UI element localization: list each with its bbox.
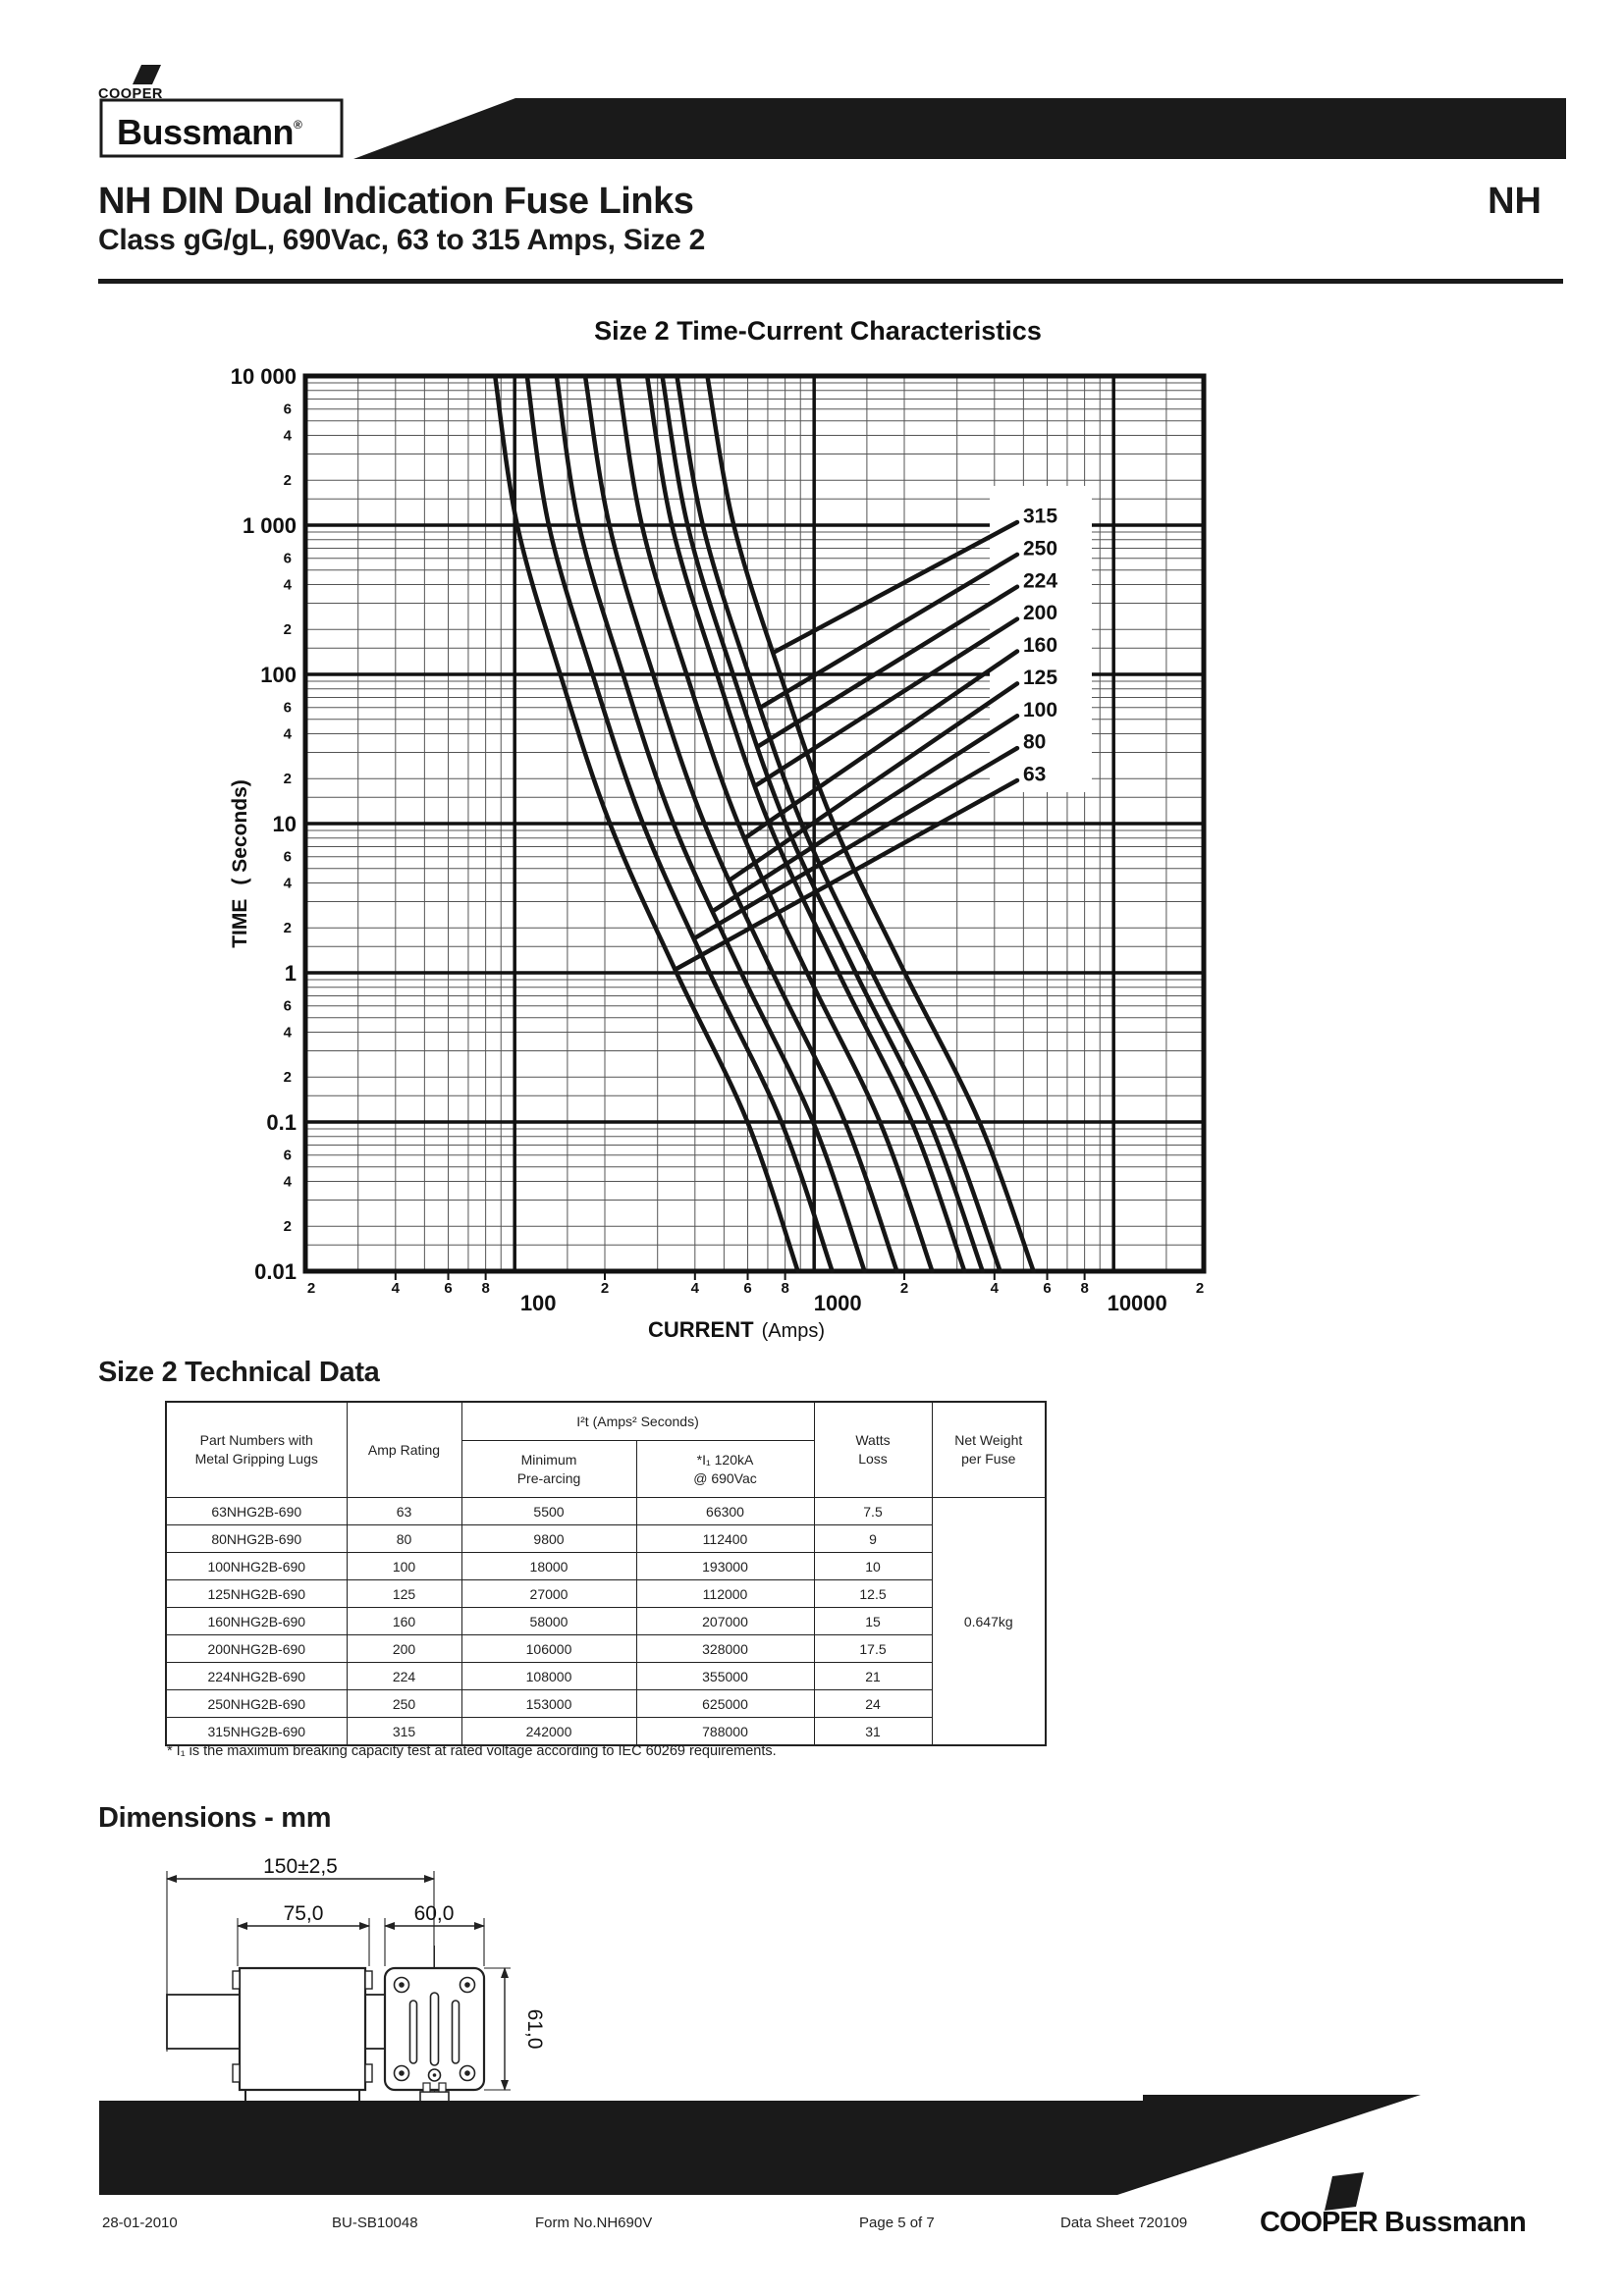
y-minor-label: 4: [283, 1173, 292, 1191]
y-minor-label: 6: [283, 400, 292, 418]
table-cell: 15: [814, 1608, 932, 1635]
y-minor-label: 6: [283, 1147, 292, 1164]
table-body: [166, 1498, 1046, 1746]
net-weight-cell: 0.647kg: [932, 1498, 1046, 1746]
table-cell: 112000: [636, 1580, 814, 1608]
footer-brand-bussmann: Bussmann: [1384, 2207, 1527, 2238]
col-i1-l2: @ 690Vac: [693, 1469, 757, 1486]
table-cell: 9800: [461, 1525, 636, 1553]
x-tick-label: 6: [743, 1280, 752, 1297]
x-tick-label: 6: [444, 1280, 453, 1297]
table-cell: 7.5: [814, 1498, 932, 1525]
table-cell: 5500: [461, 1498, 636, 1525]
table-cell: 106000: [461, 1635, 636, 1663]
footer-page-number: Page 5 of 7: [859, 2215, 935, 2231]
cooper-leaf-icon: [133, 65, 161, 84]
y-decade-label: 1 000: [242, 513, 297, 538]
table-row: [166, 1608, 1046, 1635]
curve-label-200: 200: [1023, 602, 1058, 625]
y-minor-label: 6: [283, 997, 292, 1015]
fuse-end-view: [385, 1902, 546, 2102]
x-decade-label: 100: [519, 1291, 557, 1315]
curve-label-160: 160: [1023, 634, 1058, 657]
footer-logo: [1247, 2155, 1571, 2248]
curve-label-100: 100: [1023, 698, 1058, 721]
footer-date: 28-01-2010: [102, 2215, 178, 2231]
y-axis-title: TIME( Seconds): [229, 779, 251, 948]
x-edge-label: 2: [1195, 1280, 1205, 1297]
col-amp-rating: Amp Rating: [347, 1402, 461, 1498]
col-i1-120ka: [636, 1441, 814, 1498]
callout-line-160: [745, 652, 1017, 838]
table-cell: 224: [347, 1663, 461, 1690]
table-cell: 224NHG2B-690: [166, 1663, 347, 1690]
dimensions-heading: Dimensions - mm: [98, 1802, 332, 1834]
curve-label-224: 224: [1023, 569, 1058, 593]
x-tick-label: 8: [481, 1280, 490, 1297]
table-cell: 24: [814, 1690, 932, 1718]
table-cell: 100NHG2B-690: [166, 1553, 347, 1580]
footer-datasheet-number: Data Sheet 720109: [1060, 2215, 1188, 2231]
table-cell: 193000: [636, 1553, 814, 1580]
y-decade-label: 0.01: [254, 1259, 297, 1284]
header-banner: [353, 98, 1566, 159]
table-cell: 160NHG2B-690: [166, 1608, 347, 1635]
x-tick-label: 4: [690, 1280, 699, 1297]
table-cell: 200: [347, 1635, 461, 1663]
y-decade-label: 10: [272, 812, 297, 836]
y-minor-label: 6: [283, 848, 292, 866]
table-cell: 108000: [461, 1663, 636, 1690]
tech-data-heading: Size 2 Technical Data: [98, 1357, 380, 1388]
x-tick-label: 4: [990, 1280, 999, 1297]
y-minor-label: 6: [283, 699, 292, 717]
table-cell: 315: [347, 1718, 461, 1746]
callout-line-224: [758, 587, 1017, 746]
table-cell: 58000: [461, 1608, 636, 1635]
dim-body-width-label: 75,0: [283, 1902, 324, 1925]
curve-label-315: 315: [1023, 505, 1058, 528]
callout-line-200: [756, 619, 1017, 786]
table-cell: 788000: [636, 1718, 814, 1746]
table-cell: 242000: [461, 1718, 636, 1746]
y-decade-label: 0.1: [266, 1110, 297, 1135]
page-title-right: NH: [1488, 181, 1542, 222]
table-cell: 125NHG2B-690: [166, 1580, 347, 1608]
x-decade-label: 10000: [1107, 1291, 1167, 1315]
y-minor-label: 2: [283, 1069, 292, 1087]
col-min-prearcing-l1: Minimum: [520, 1451, 577, 1468]
table-cell: 18000: [461, 1553, 636, 1580]
y-decade-label: 10 000: [230, 364, 297, 389]
callout-line-250: [761, 555, 1017, 708]
col-part-numbers: [166, 1402, 347, 1498]
page-subtitle: Class gG/gL, 690Vac, 63 to 315 Amps, Size 2: [98, 224, 705, 256]
technical-data-table: [165, 1401, 1047, 1746]
table-cell: 66300: [636, 1498, 814, 1525]
table-row: [166, 1718, 1046, 1746]
y-minor-label: 2: [283, 621, 292, 639]
y-minor-label: 4: [283, 725, 292, 743]
table-cell: 63: [347, 1498, 461, 1525]
y-decade-label: 100: [260, 663, 297, 687]
table-cell: 9: [814, 1525, 932, 1553]
dim-depth-label: 60,0: [413, 1902, 455, 1925]
y-minor-label: 2: [283, 771, 292, 788]
callout-line-315: [774, 522, 1017, 653]
col-net-weight-l2: per Fuse: [961, 1451, 1016, 1467]
y-minor-label: 2: [283, 472, 292, 490]
table-cell: 250NHG2B-690: [166, 1690, 347, 1718]
table-row: [166, 1498, 1046, 1525]
table-cell: 27000: [461, 1580, 636, 1608]
y-minor-label: 4: [283, 1024, 292, 1041]
table-header: [166, 1402, 1046, 1498]
col-part-numbers-l2: Metal Gripping Lugs: [194, 1451, 318, 1467]
table-cell: 625000: [636, 1690, 814, 1718]
table-row: [166, 1663, 1046, 1690]
x-tick-label: 2: [899, 1280, 909, 1297]
col-part-numbers-l1: Part Numbers with: [199, 1432, 313, 1449]
col-watts-loss: [814, 1402, 932, 1498]
x-tick-label: 4: [391, 1280, 400, 1297]
curve-label-80: 80: [1023, 730, 1047, 754]
footer-doc-number: BU-SB10048: [332, 2215, 418, 2231]
x-tick-label: 2: [600, 1280, 610, 1297]
cooper-leaf-icon: [1325, 2172, 1364, 2211]
x-tick-label: 6: [1043, 1280, 1052, 1297]
brand-small-label: COOPER: [98, 86, 163, 102]
table-cell: 250: [347, 1690, 461, 1718]
table-cell: 80: [347, 1525, 461, 1553]
table-cell: 315NHG2B-690: [166, 1718, 347, 1746]
col-i1-l1: *I₁ 120kA: [696, 1451, 754, 1468]
col-i2t-span: I²t (Amps² Seconds): [461, 1402, 814, 1441]
table-cell: 200NHG2B-690: [166, 1635, 347, 1663]
page-title: NH DIN Dual Indication Fuse Links: [98, 181, 694, 222]
x-edge-label: 2: [306, 1280, 316, 1297]
table-row: [166, 1635, 1046, 1663]
table-cell: 31: [814, 1718, 932, 1746]
curve-label-63: 63: [1023, 763, 1047, 786]
chart-title: Size 2 Time-Current Characteristics: [594, 316, 1042, 346]
table-cell: 12.5: [814, 1580, 932, 1608]
y-minor-label: 4: [283, 427, 292, 445]
footer-banner: [99, 2095, 1421, 2195]
table-cell: 17.5: [814, 1635, 932, 1663]
callout-line-80: [694, 748, 1017, 938]
x-decade-label: 1000: [813, 1291, 862, 1315]
col-min-prearcing: [461, 1441, 636, 1498]
table-cell: 112400: [636, 1525, 814, 1553]
x-tick-label: 8: [1080, 1280, 1089, 1297]
curve-label-125: 125: [1023, 666, 1058, 689]
cooper-bussmann-logo: [88, 55, 373, 165]
col-net-weight-l1: Net Weight: [954, 1432, 1023, 1449]
table-cell: 63NHG2B-690: [166, 1498, 347, 1525]
table-row: [166, 1580, 1046, 1608]
col-net-weight: [932, 1402, 1046, 1498]
footer-form-number: Form No.NH690V: [535, 2215, 653, 2231]
table-row: [166, 1690, 1046, 1718]
table-cell: 328000: [636, 1635, 814, 1663]
table-cell: 355000: [636, 1663, 814, 1690]
time-current-chart: [147, 314, 1326, 1355]
table-cell: 207000: [636, 1608, 814, 1635]
dim-overall-width-label: 150±2,5: [263, 1855, 338, 1878]
brand-label: Bussmann®: [117, 112, 302, 152]
table-footnote: * I₁ is the maximum breaking capacity test at rated voltage according to IEC 60269 requirements.: [167, 1743, 777, 1759]
y-minor-label: 6: [283, 550, 292, 567]
col-watts-l1: Watts: [855, 1432, 891, 1449]
table-cell: 100: [347, 1553, 461, 1580]
table-cell: 21: [814, 1663, 932, 1690]
table-cell: 160: [347, 1608, 461, 1635]
y-minor-label: 2: [283, 920, 292, 937]
header-rule: [98, 279, 1563, 284]
table-cell: 153000: [461, 1690, 636, 1718]
col-watts-l2: Loss: [858, 1451, 888, 1467]
x-tick-label: 8: [781, 1280, 789, 1297]
y-minor-label: 2: [283, 1218, 292, 1236]
curve-label-250: 250: [1023, 537, 1058, 561]
dim-height-label: 61,0: [523, 2008, 546, 2050]
y-minor-label: 4: [283, 875, 292, 892]
y-decade-label: 1: [284, 961, 297, 986]
table-cell: 80NHG2B-690: [166, 1525, 347, 1553]
table-row: [166, 1553, 1046, 1580]
col-min-prearcing-l2: Pre-arcing: [516, 1469, 581, 1486]
footer-brand-cooper: COOPER: [1260, 2207, 1378, 2238]
table-cell: 125: [347, 1580, 461, 1608]
table-row: [166, 1525, 1046, 1553]
y-minor-label: 4: [283, 576, 292, 594]
x-axis-title: CURRENT (Amps): [648, 1317, 826, 1342]
table-cell: 10: [814, 1553, 932, 1580]
